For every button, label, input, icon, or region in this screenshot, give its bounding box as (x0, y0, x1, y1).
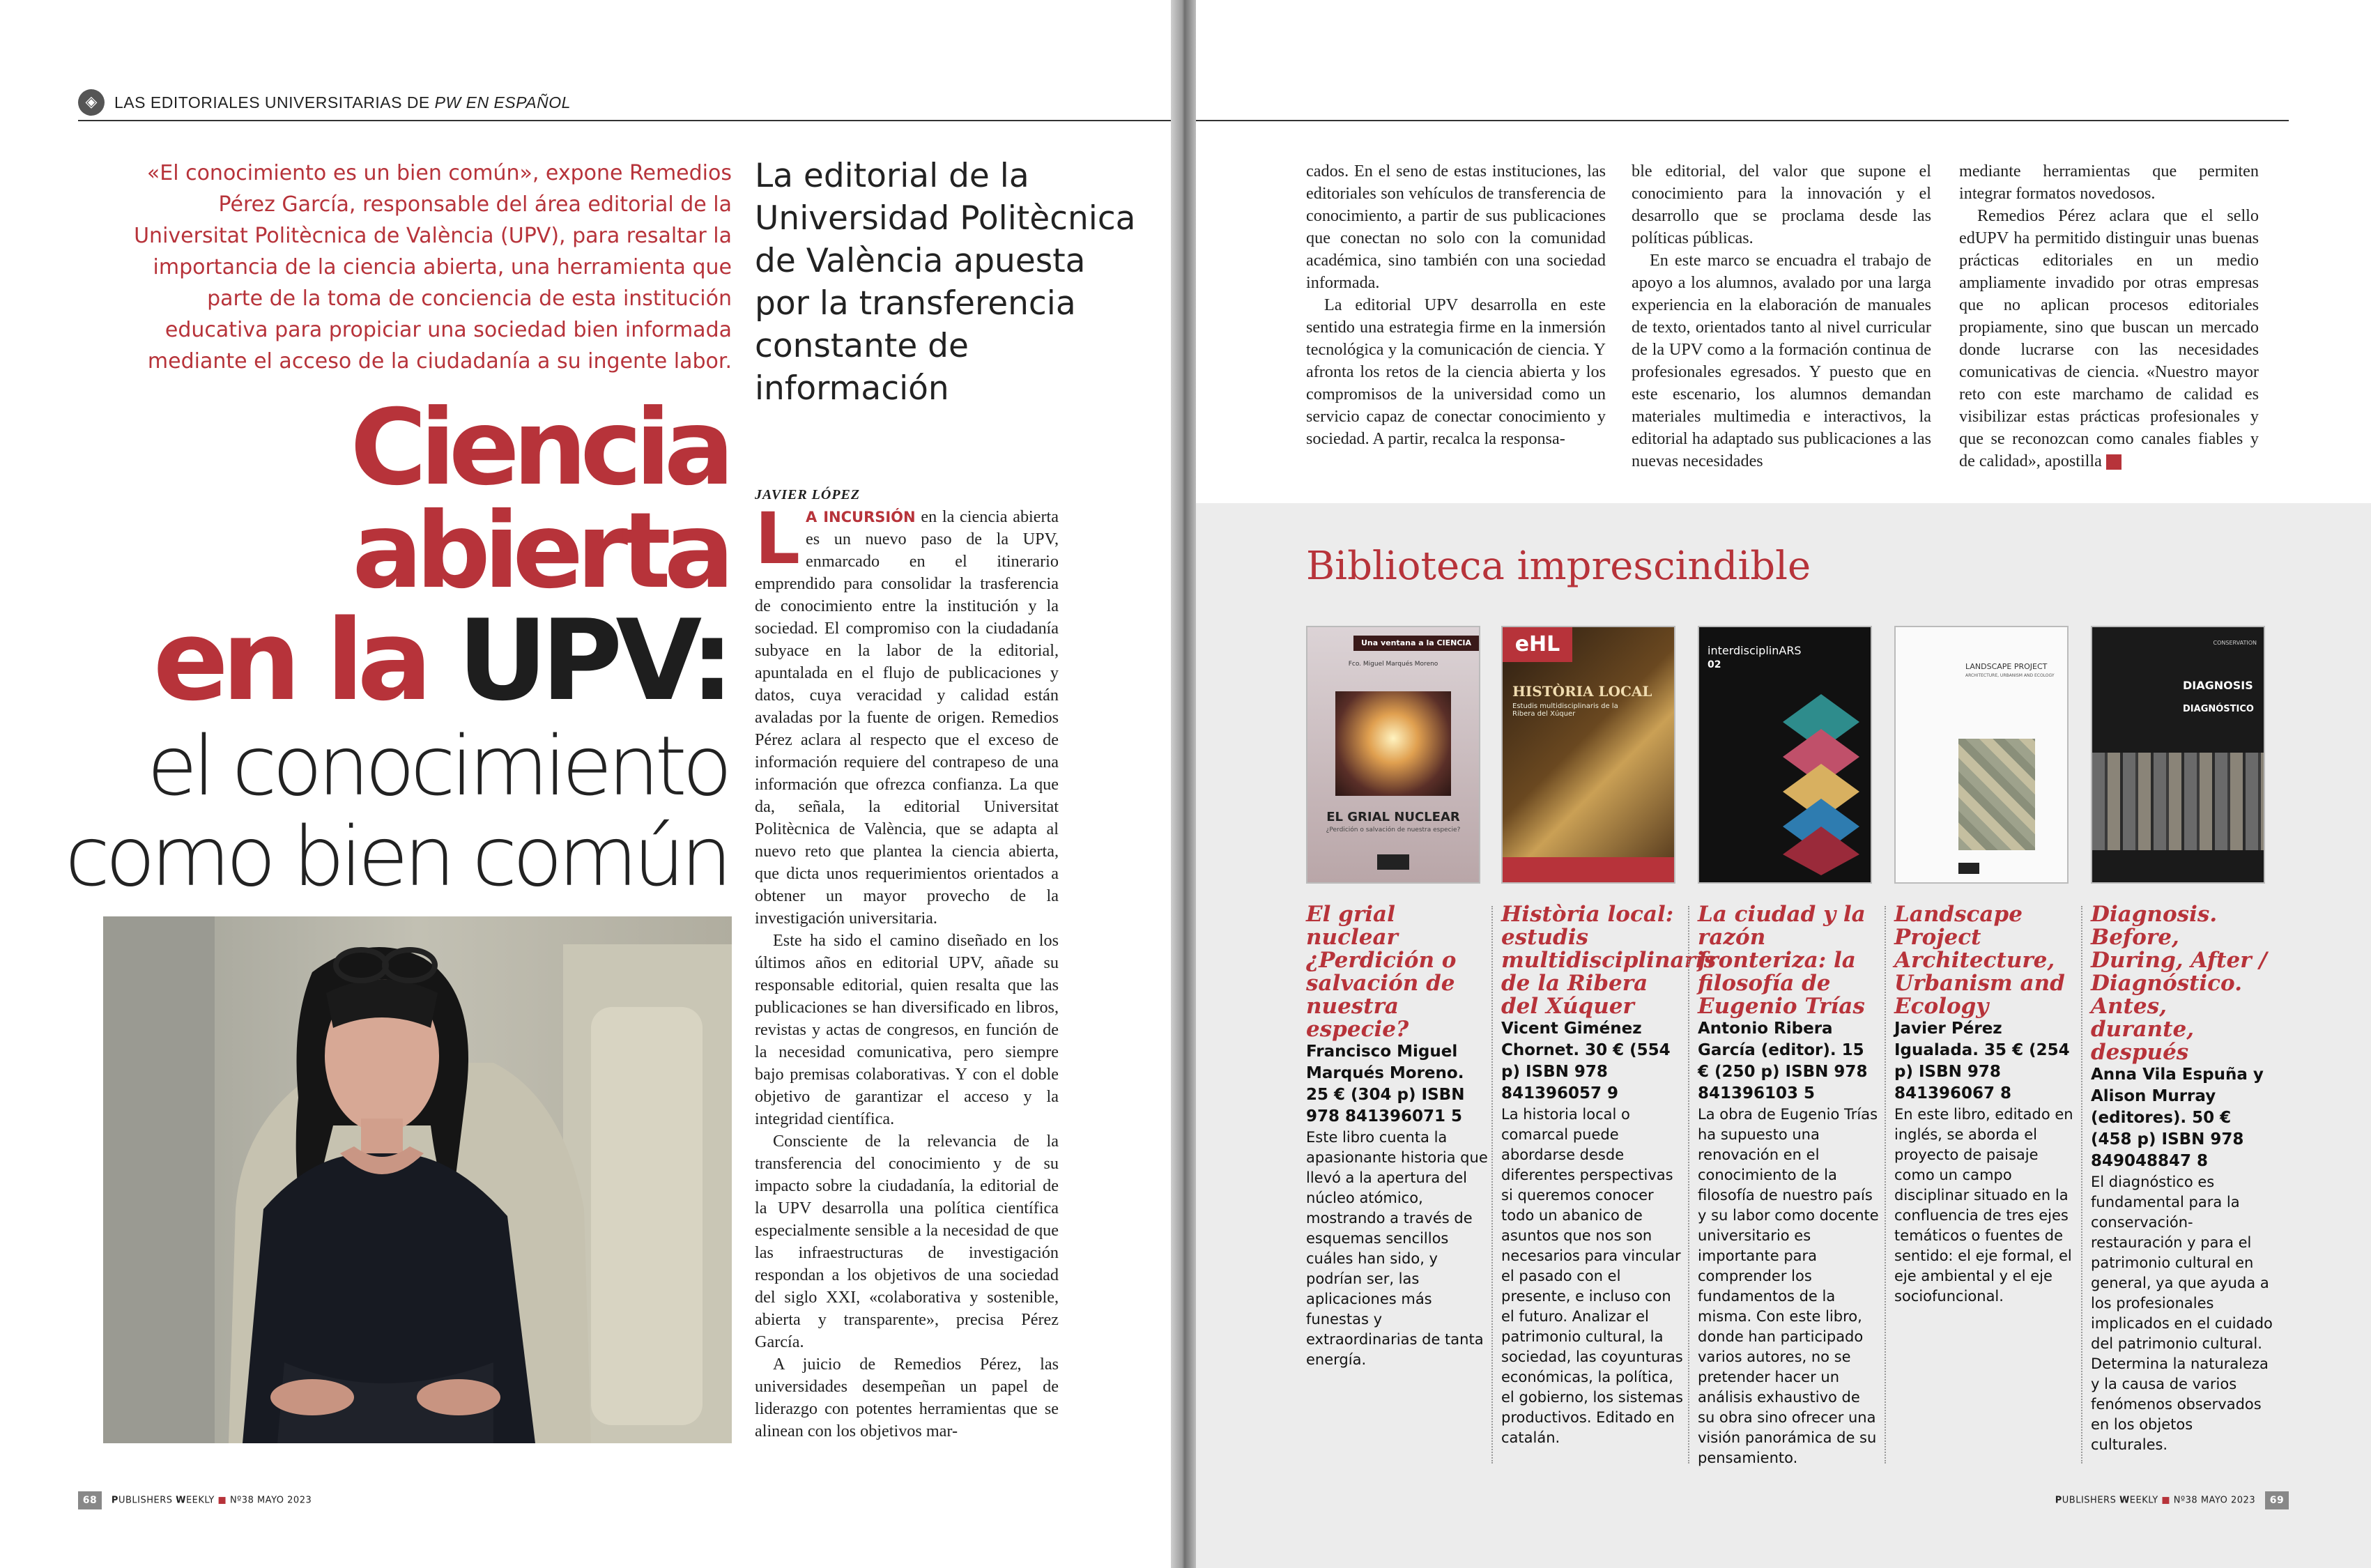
book-cover: eHL HISTÒRIA LOCAL Estudis multidisciplinaris de la Ribera del Xúquer (1501, 626, 1675, 884)
drop-cap: L (755, 498, 800, 581)
book-title: Diagnosis. Before, During, After / Diagnóstico. Antes, durante, después (2091, 902, 2267, 1065)
book-cover: interdisciplinARS 02 (1698, 626, 1872, 884)
end-mark: PW (2106, 454, 2121, 470)
right-page (1196, 0, 2371, 1568)
book-meta: Antonio Ribera García (editor). 15 € (250 p) ISBN 978 841396103 5 (1698, 1020, 1868, 1102)
header-rule (1196, 120, 2289, 121)
column-divider (1688, 906, 1689, 1463)
title-line-3: en la UPV: (153, 595, 728, 725)
book-meta: Francisco Miguel Marqués Moreno. 25 € (304 p) ISBN 978 841396071 5 (1306, 1043, 1465, 1125)
footer-left: 68 PUBLISHERS WEEKLY ■ Nº38 MAYO 2023 (78, 1491, 312, 1509)
book-description: La obra de Eugenio Trías ha supuesto una renovación en el conocimiento de la filosofía de nuestro país y su labor como docente universitario es importante para comprender los fundamentos de la misma. Con este libro, donde han participado varios autores, no se pretender hacer un análisis exhaustivo de su obra sino ofrecer una visión panorámica de su pensamiento. (1698, 1106, 1879, 1466)
book-description: La historia local o comarcal puede abordarse desde diferentes perspectivas si queremos conocer todo un abanico de asuntos que nos son necesarios para vincular el pasado con el presente, e incluso con el futuro. Analizar el patrimonio cultural, la sociedad, las coyunturas económicas, la política, el gobierno, los sistemas productivos. Editado en catalán. (1501, 1106, 1683, 1446)
portrait-photo (103, 916, 732, 1443)
book-title: El grial nuclear ¿Perdición o salvación de nuestra especie? (1306, 902, 1457, 1042)
standfirst: «El conocimiento es un bien común», expone Remedios Pérez García, responsable del área editorial de la Universitat Politècnica de València (UPV), para resaltar la importancia de la ciencia abierta, una herramienta que parte de la toma de conciencia de esta institución educativa para propiciar una sociedad bien informada mediante el acceso de la ciudadanía a su ingente labor. (134, 161, 732, 374)
book-description: En este libro, editado en inglés, se aborda el proyecto de paisaje como un campo disciplinar situado en la confluencia de tres ejes temáticos o fuentes de sentido: el eje formal, el eje ambiental y el eje sociofuncional. (1894, 1106, 2073, 1305)
section-header (78, 89, 1171, 121)
book-title: La ciudad y la razón fronteriza: la filosofía de Eugenio Trías (1698, 902, 1866, 1019)
book-meta: Vicent Giménez Chornet. 30 € (554 p) ISBN 978 841396057 9 (1501, 1020, 1671, 1102)
body-column-2: ble editorial, del valor que supone el conocimiento para la innovación y el desarrollo que se proclama desde las políticas públicas. En este marco se encuadra el trabajo de apoyo a los alumnos, avalado por una larga experiencia en la elaboración de manuales de texto, orientados tanto al nivel curricular de la UPV como a la formación continua de profesionales egresados. Y puesto que en este escenario, los alumnos demandan materiales multimedia e interactivos, la editorial ha adaptado sus publicaciones a las nuevas necesidades (1632, 162, 1931, 470)
body-column-3: mediante herramientas que permiten integrar formatos novedosos. Remedios Pérez aclara que el sello edUPV ha permitido distinguir unas buenas prácticas editoriales en un medio ampliamente invadido por otras empresas que no aplican procesos editoriales propiamente, sino que buscan un mercado donde lucrarse con las necesidades comunicativas de ciencia. «Nuestro mayor reto con este marchamo de calidad es visibilizar estas prácticas profesionales y que se reconozcan como canales fiables y de calidad», apostilla PW (1959, 162, 2259, 470)
deck: La editorial de la Universidad Politècnica de València apuesta por la transferencia constante de información (755, 157, 1136, 408)
body-column-1: cados. En el seno de estas instituciones, las editoriales son vehículos de transferencia de conocimiento, a partir de sus publicaciones que conectan no solo con la comunidad académica, sino también con una sociedad informada. La editorial UPV desarrolla en este sentido una estrategia firme en la inmersión tecnológica y la comunicación de ciencia. Y afronta los retos de la ciencia abierta y los compromisos de la universidad como un servicio capaz de conectar conocimiento y sociedad. A partir, recalca la responsa- (1306, 162, 1606, 448)
biblioteca-heading: Biblioteca imprescindible (1306, 544, 1811, 589)
body-column-left: L A INCURSIÓN en la ciencia abierta es un nuevo paso de la UPV, enmarcado en el itinerario emprendido para consolidar la trasferencia de conocimiento entre la institución y la sociedad. El compromiso con la ciudadanía subyace en la labor de la editorial, apuntalada en el flujo de publicaciones y datos, cuya veracidad y calidad están avaladas por la fuente de origen. Remedios Pérez aclara al respecto que el exceso de información requiere del contrapeso de una información que ofrezca confianza. La que da, señala, la editorial Universitat Politècnica de València, que se adapta al nuevo reto que plantea la ciencia abierta, que dicta unos requerimientos orientados a obtener un mayor provecho de la investigación universitaria. Este ha sido el camino diseñado en los últimos años en editorial UPV, añade su responsable editorial, quien resalta que las publicaciones se han diversificado en libros, revistas y actas de congresos, en función de la necesidad comunicativa, pero siempre bajo premisas colaborativas. Y con el doble objetivo de garantizar el acceso y la integridad científica. Consciente de la relevancia de la transferencia del conocimiento y de su impacto sobre la ciudadanía, la editorial de la UPV desarrolla una política científica especialmente sensible a la necesidad de que las infraestructuras de investigación respondan a los objetivos de una sociedad del siglo XXI, «colaborativa y sostenible, abierta y transparente», precisa Pérez García. A juicio de Remedios Pérez, las universidades desempeñan un papel de liderazgo con potentes herramientas que se alinean con los objetivos mar- (755, 498, 1059, 1440)
title-line-2: abierta (352, 491, 728, 612)
title-line-5: como bien común (65, 808, 728, 905)
book-cover: Una ventana a la CIENCIA Fco. Miguel Marqués Moreno EL GRIAL NUCLEAR ¿Perdición o salvación de nuestra especie? (1306, 626, 1480, 884)
column-divider (2081, 906, 2082, 1463)
column-divider (1885, 906, 1886, 1463)
book-meta: Javier Pérez Igualada. 35 € (254 p) ISBN 978 841396067 8 (1894, 1020, 2070, 1102)
byline: JAVIER LÓPEZ (755, 487, 861, 502)
gutter-fold (1171, 0, 1196, 1568)
book-cover: LANDSCAPE PROJECT ARCHITECTURE, URBANISM AND ECOLOGY (1894, 626, 2069, 884)
book-title: Història local: estudis multidisciplinaris de la Ribera del Xúquer (1501, 902, 1717, 1019)
book-meta: Anna Vila Espuña y Alison Murray (editores). 50 € (458 p) ISBN 978 849048847 8 (2091, 1066, 2264, 1170)
footer-right: PUBLISHERS WEEKLY ■ Nº38 MAYO 2023 69 (2055, 1491, 2289, 1509)
page-number: 68 (78, 1491, 102, 1509)
title-line-4: el conocimiento (146, 718, 728, 814)
book-cover: CONSERVATION DIAGNOSIS DIAGNÓSTICO (2091, 626, 2265, 884)
column-divider (1491, 906, 1493, 1463)
book-description: El diagnóstico es fundamental para la conservación-restauración y para el patrimonio cultural en general, ya que ayuda a los profesionales implicados en el cuidado del patrimonio cultural. Determina la naturaleza y la causa de varios fenómenos observados en los objetos culturales. (2091, 1174, 2273, 1453)
section-diamond-icon: ◈ (78, 89, 105, 116)
page-number: 69 (2265, 1491, 2289, 1509)
section-label: LAS EDITORIALES UNIVERSITARIAS DE PW EN ESPAÑOL (114, 93, 571, 112)
book-title: Landscape Project Architecture, Urbanism and Ecology (1894, 902, 2065, 1019)
left-page (0, 0, 1171, 1568)
title-line-1: Ciencia (350, 387, 728, 509)
book-description: Este libro cuenta la apasionante historia que llevó a la apertura del núcleo atómico, mostrando a través de esquemas sencillos cuáles han sido, y podrían ser, las aplicaciones más funestas y extraordinarias de tanta energía. (1306, 1129, 1488, 1368)
